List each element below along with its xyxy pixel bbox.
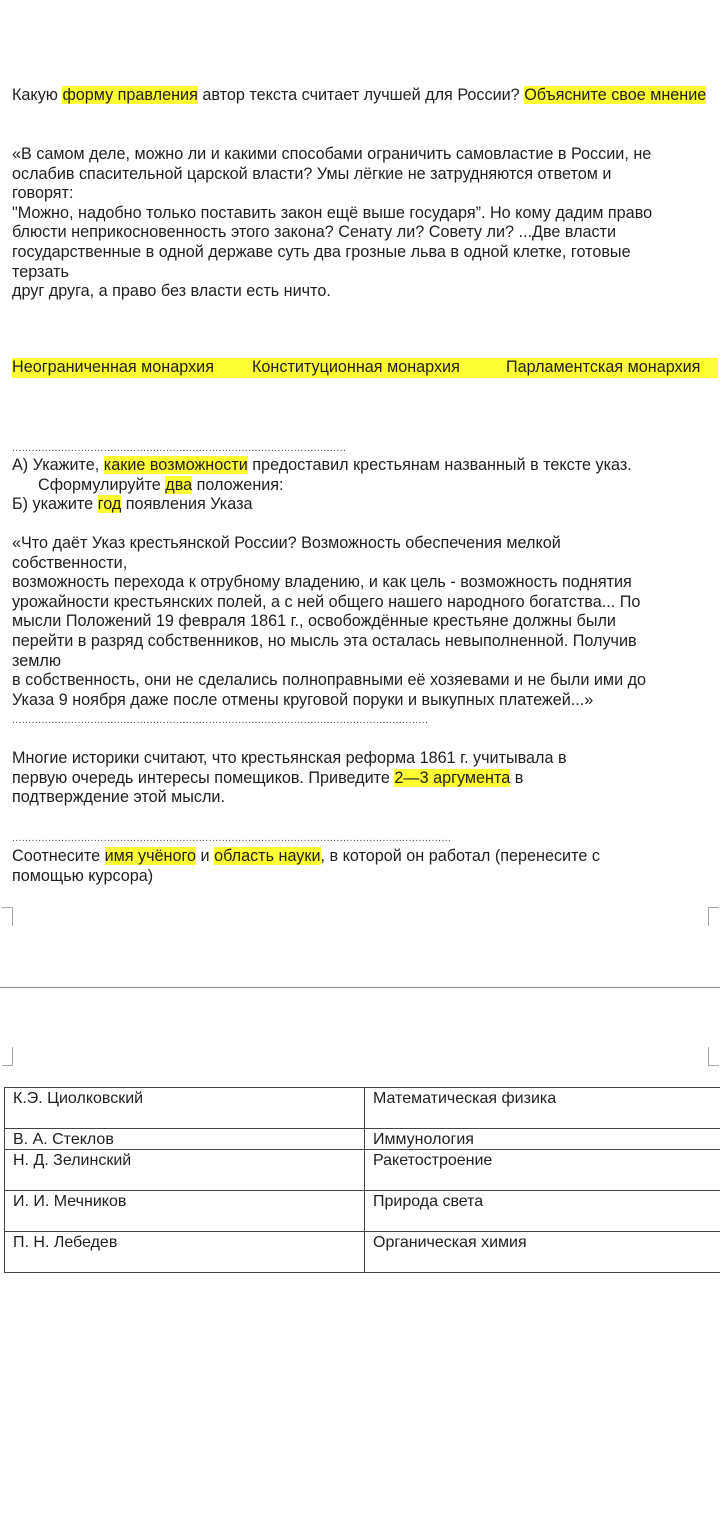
question-2-a: [12, 456, 714, 476]
quote-line: говорят:: [12, 184, 74, 203]
quote-line: в собственность, они не сделались полноправными её хозяевами и не были ими до: [12, 671, 647, 690]
highlight-scientist-name: имя учёного: [104, 847, 197, 865]
scientist-cell[interactable]: К.Э. Циолковский: [5, 1088, 365, 1129]
table-row: [5, 1150, 720, 1191]
question-2-a-formulate: [38, 476, 714, 496]
option-constitutional-monarchy[interactable]: Конституционная монархия: [252, 358, 460, 376]
quote-line: государственные в одной державе суть два грозные льва в одной клетке, готовые: [12, 242, 631, 261]
question-1-text: Какую: [12, 86, 63, 104]
question-3-text: в: [510, 768, 524, 787]
question-1-title: [12, 86, 714, 106]
quote-line: перейти в разряд собственников, но мысль эта осталась невыполненной. Получив: [12, 631, 637, 650]
quote-line: «Что даёт Указ крестьянской России? Возможность обеспечения мелкой: [12, 534, 561, 552]
question-2-text: предоставил крестьянам названный в тексте указ.: [247, 456, 632, 474]
question-3-line: [12, 769, 714, 789]
separator-dots: ......................................................................................................................................: [12, 834, 452, 844]
field-cell[interactable]: Математическая физика: [365, 1088, 720, 1129]
quote-line: терзать: [12, 262, 69, 281]
scientist-cell[interactable]: В. А. Стеклов: [5, 1129, 365, 1150]
matching-table: [4, 1087, 720, 1273]
question-2-text: положения:: [192, 476, 284, 494]
question-4: [12, 847, 714, 886]
quote-line: "Можно, надобно только поставить закон ещё выше государя”. Но кому дадим право: [12, 203, 653, 222]
quote-line: собственности,: [12, 553, 128, 572]
option-parliamentary-monarchy[interactable]: Парламентская монархия: [506, 358, 701, 376]
highlight-two: два: [165, 476, 193, 494]
quote-line: возможность перехода к отрубному владению, и как цель - возможность поднятия: [12, 573, 632, 592]
field-cell[interactable]: Ракетостроение: [365, 1150, 720, 1191]
quote-line: друг друга, а право без власти есть ничто.: [12, 282, 331, 301]
field-cell[interactable]: Иммунология: [365, 1129, 720, 1150]
quote-line: мысли Положений 19 февраля 1861 г., освобождённые крестьяне должны были: [12, 612, 616, 631]
field-cell[interactable]: Природа света: [365, 1191, 720, 1232]
highlight-field-of-science: область науки: [214, 847, 321, 865]
quote-line: ослабив спасительной царской власти? Умы лёгкие не затрудняются ответом и: [12, 164, 612, 183]
question-3-text: первую очередь интересы помещиков. Приведите: [12, 768, 395, 787]
question-3-line: Многие историки считают, что крестьянская реформа 1861 г. учитывала в: [12, 749, 567, 767]
question-2-text: появления Указа: [121, 495, 253, 513]
question-3: [12, 749, 714, 808]
question-3-line: подтверждение этой мысли.: [12, 788, 225, 807]
quote-line: блюсти неприкосновенность этого закона? Сенату ли? Совету ли? ...Две власти: [12, 223, 617, 242]
question-2-text: А) Укажите,: [12, 456, 104, 474]
quote-line: урожайности крестьянских полей, а с ней общего нашего народного богатства... По: [12, 592, 641, 611]
quote-karamzin: [12, 145, 714, 302]
question-4-line: помощью курсора): [12, 866, 154, 885]
question-4-line: [12, 847, 714, 867]
field-cell[interactable]: Органическая химия: [365, 1232, 720, 1273]
table-row: [5, 1191, 720, 1232]
table-row: [5, 1232, 720, 1273]
scientist-cell[interactable]: Н. Д. Зелинский: [5, 1150, 365, 1191]
separator-dots: ......................................................................................................: [12, 444, 347, 454]
highlight-arguments: 2—3 аргумента: [394, 768, 511, 787]
scientist-cell[interactable]: П. Н. Лебедев: [5, 1232, 365, 1273]
question-4-text: , в которой он работал (перенесите с: [320, 847, 600, 865]
table-row: [5, 1088, 720, 1129]
highlight-year: год: [97, 495, 122, 513]
question-4-text: Соотнесите: [12, 847, 105, 865]
question-2-text: Сформулируйте: [38, 476, 166, 494]
option-unlimited-monarchy[interactable]: Неограниченная монархия: [12, 358, 214, 376]
page-corner-mark: [708, 907, 719, 926]
page-corner-mark: [708, 1047, 719, 1066]
quote-line: Указа 9 ноября даже после отмены круговой поруки и выкупных платежей...»: [12, 690, 594, 709]
question-4-text: и: [196, 847, 215, 865]
answer-options-row: [12, 358, 718, 378]
page-corner-mark: [2, 1047, 13, 1066]
highlight-form-of-government: форму правления: [62, 86, 198, 104]
separator-dots: ...............................................................................................................................: [12, 716, 429, 726]
quote-line: «В самом деле, можно ли и какими способами ограничить самовластие в России, не: [12, 145, 652, 163]
highlight-explain-opinion: Объясните свое мнение: [524, 86, 707, 104]
table-row: [5, 1129, 720, 1150]
quote-line: землю: [12, 651, 61, 670]
question-1-text: автор текста считает лучшей для России?: [197, 86, 525, 104]
question-2-text: Б) укажите: [12, 495, 98, 513]
page-break-line: [0, 987, 720, 988]
question-2-b: [12, 495, 714, 515]
page-corner-mark: [2, 907, 13, 926]
quote-decree: [12, 534, 714, 710]
highlight-what-opportunities: какие возможности: [103, 456, 248, 474]
scientist-cell[interactable]: И. И. Мечников: [5, 1191, 365, 1232]
